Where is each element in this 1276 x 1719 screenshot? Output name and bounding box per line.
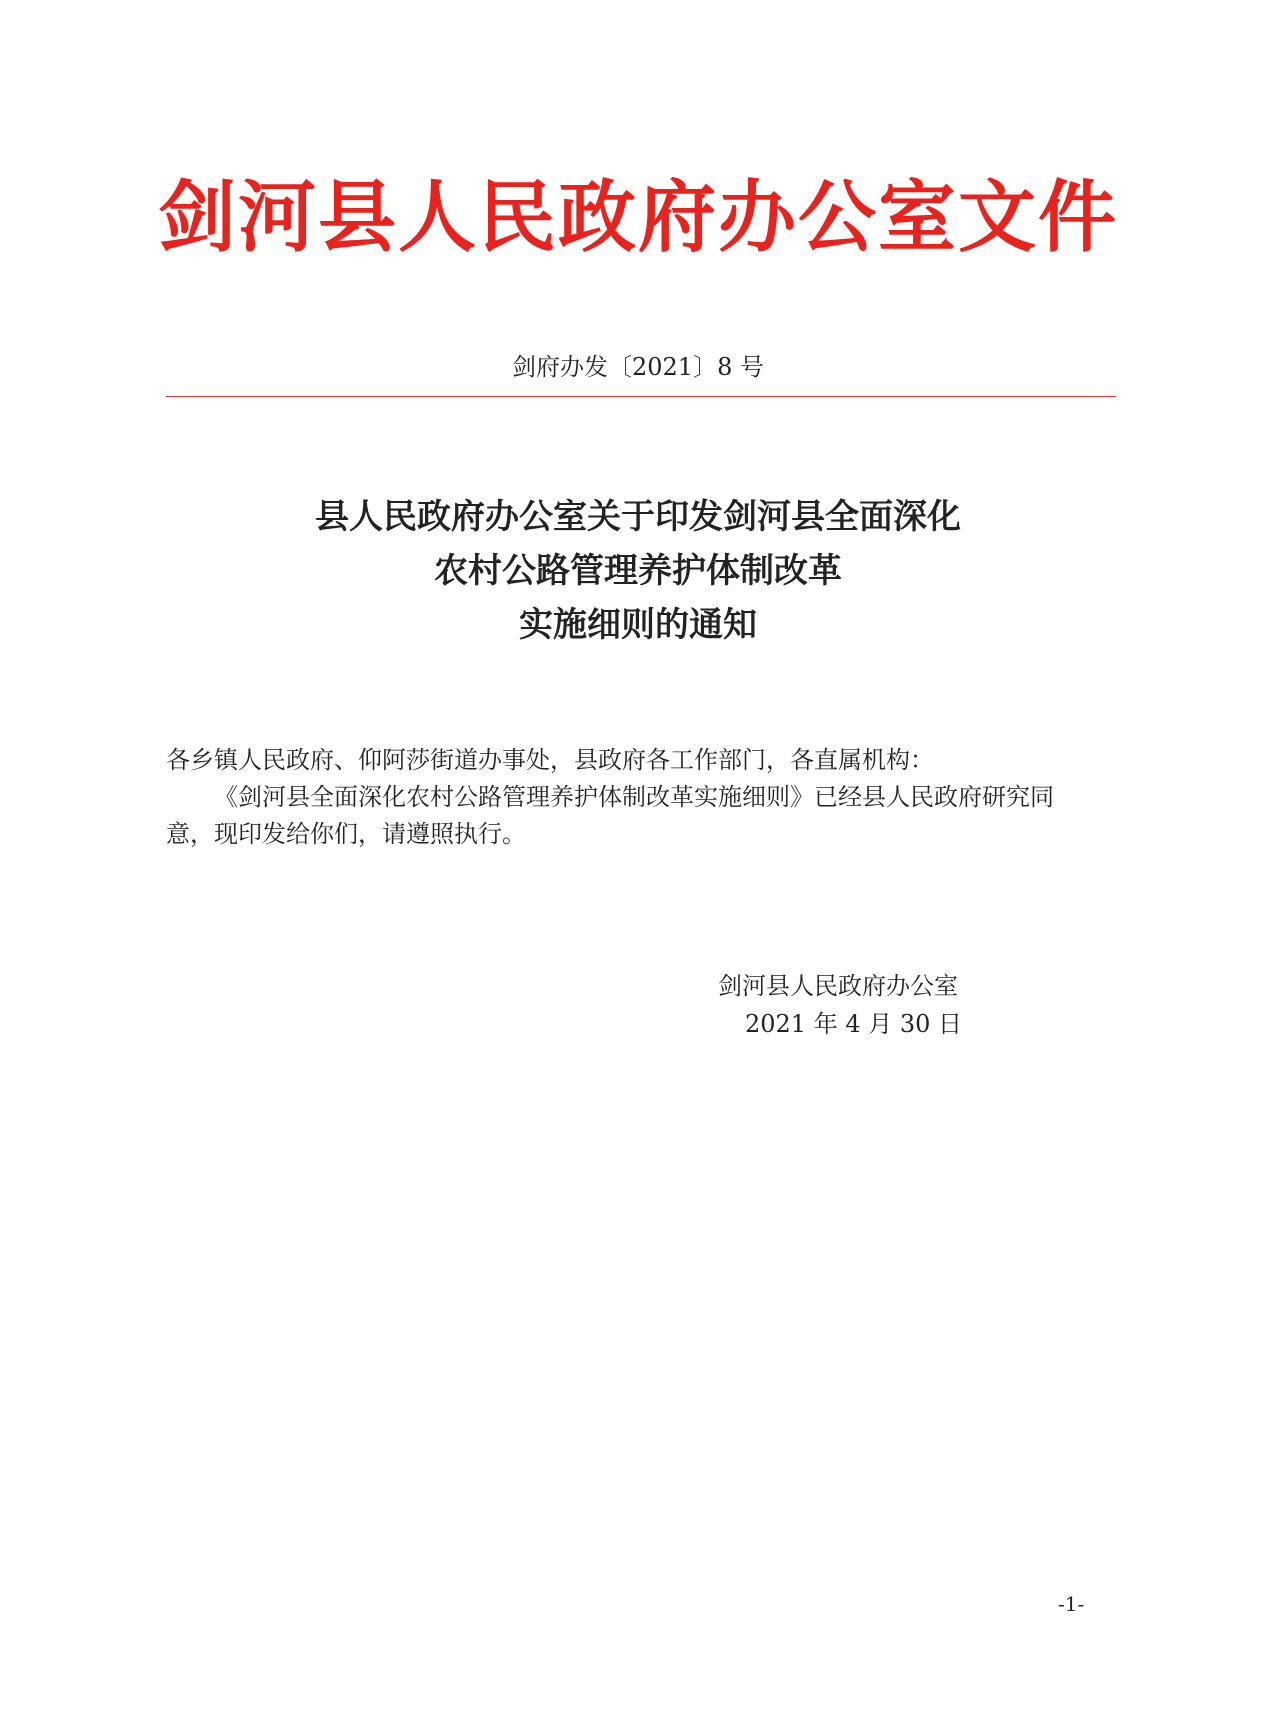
- body-paragraph-line-2: 意，现印发给你们，请遵照执行。: [166, 820, 526, 848]
- red-divider: [166, 396, 1116, 397]
- notice-title-line-1: 县人民政府办公室关于印发剑河县全面深化: [315, 497, 961, 537]
- issuer-signature: 剑河县人民政府办公室: [718, 972, 958, 1000]
- document-number: 剑府办发〔2021〕8 号: [512, 353, 764, 381]
- notice-title-line-3: 实施细则的通知: [519, 605, 757, 645]
- notice-body: [166, 742, 1126, 853]
- body-paragraph-line-1: 《剑河县全面深化农村公路管理养护体制改革实施细则》已经县人民政府研究同: [214, 783, 1054, 811]
- salutation: 各乡镇人民政府、仰阿莎街道办事处，县政府各工作部门，各直属机构：: [166, 746, 934, 774]
- issue-date: 2021 年 4 月 30 日: [745, 1010, 963, 1038]
- notice-title-line-2: 农村公路管理养护体制改革: [434, 551, 842, 591]
- page-number: -1-: [1058, 1592, 1085, 1616]
- notice-title: [0, 490, 1276, 652]
- document-masthead: 剑河县人民政府办公室文件: [157, 172, 1118, 263]
